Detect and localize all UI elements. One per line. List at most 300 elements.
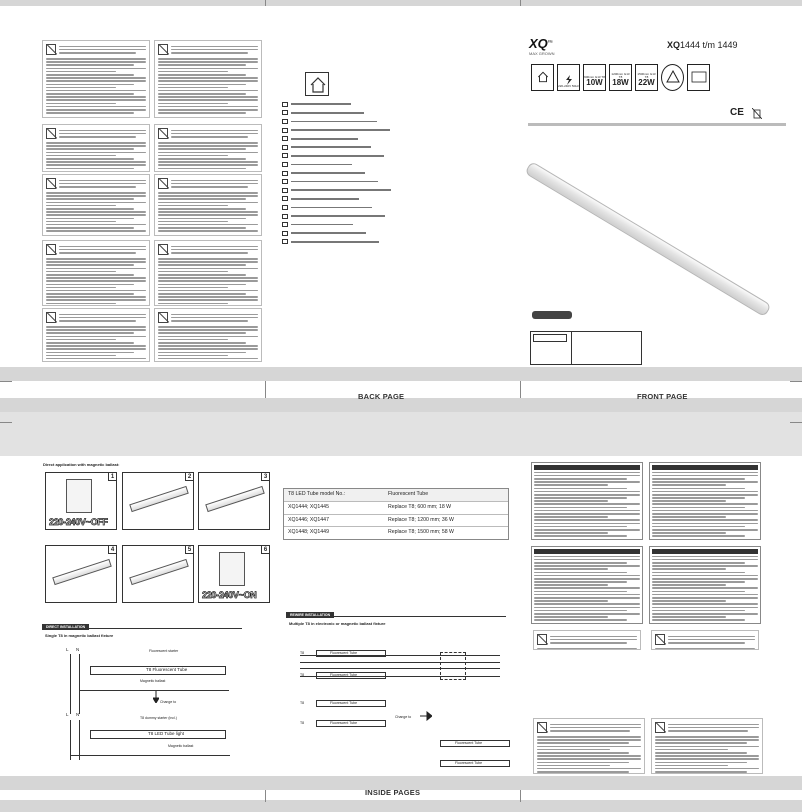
text-line	[652, 565, 758, 567]
text-line	[46, 352, 134, 354]
text-line	[46, 303, 116, 305]
text-line	[46, 227, 134, 229]
text-line	[668, 642, 745, 644]
text-line	[534, 484, 608, 486]
text-line	[537, 758, 641, 760]
text-line	[652, 578, 758, 580]
warning-text-box	[42, 308, 150, 362]
text-line	[550, 724, 641, 726]
text-line	[668, 636, 755, 638]
text-line	[655, 768, 759, 770]
text-line	[46, 61, 146, 63]
text-line	[171, 180, 258, 182]
text-line	[158, 218, 246, 220]
text-line	[46, 155, 116, 157]
text-line	[534, 478, 627, 480]
text-line	[158, 280, 258, 282]
table-cell: XQ1448; XQ1449	[288, 529, 329, 536]
text-line	[59, 249, 146, 251]
text-line	[652, 584, 726, 586]
text-line	[46, 90, 146, 92]
back-page-label: BACK PAGE	[358, 392, 405, 401]
text-line	[534, 559, 640, 561]
text-line	[46, 290, 146, 292]
text-line	[171, 246, 258, 248]
text-line	[46, 287, 116, 289]
text-line	[652, 519, 758, 521]
text-line	[668, 724, 759, 726]
text-line	[46, 164, 146, 166]
text-line	[158, 152, 258, 154]
text-line	[534, 481, 640, 483]
text-line	[46, 214, 146, 216]
wire	[79, 720, 80, 760]
crop-mark	[790, 422, 802, 423]
text-line	[171, 133, 258, 135]
text-line	[652, 556, 758, 558]
text-line	[655, 648, 755, 650]
text-line	[46, 355, 116, 357]
divider-band	[0, 367, 802, 381]
text-line	[534, 500, 608, 502]
warning-panel	[649, 462, 761, 540]
language-row	[282, 126, 392, 135]
language-row	[282, 238, 392, 247]
table-cell: Replace T8; 600 mm; 18 W	[388, 503, 452, 510]
text-line	[46, 87, 116, 89]
text-line	[46, 71, 116, 73]
text-line	[171, 52, 248, 54]
voltage-label: 220-240V~OFF	[49, 517, 108, 527]
crossed-bin-icon	[655, 634, 665, 645]
text-line	[158, 345, 258, 347]
text-line	[59, 183, 146, 185]
crossed-bin-icon	[537, 722, 547, 733]
warning-text-box	[651, 718, 763, 774]
text-line	[46, 161, 146, 163]
text-line	[46, 145, 146, 147]
text-line	[652, 484, 726, 486]
crossed-bin-icon	[158, 128, 168, 139]
text-line	[158, 299, 258, 301]
text-line	[171, 49, 258, 51]
text-line	[537, 749, 610, 751]
voltage-spec: 220-240V 50Hz	[557, 64, 580, 91]
text-line	[158, 195, 258, 197]
text-line	[534, 591, 627, 593]
text-line	[158, 336, 258, 338]
text-line	[46, 195, 146, 197]
text-line	[46, 329, 146, 331]
text-line	[550, 730, 630, 732]
text-line	[652, 475, 758, 477]
warning-text-box	[42, 174, 150, 236]
language-row	[282, 160, 392, 169]
text-line	[534, 475, 640, 477]
text-line	[655, 736, 759, 738]
text-line	[46, 280, 146, 282]
text-line	[158, 192, 258, 194]
installation-step-6	[198, 545, 270, 603]
text-line	[534, 491, 640, 493]
arrow-right-icon	[420, 708, 432, 718]
table-row	[284, 502, 508, 515]
text-line	[652, 594, 758, 596]
text-line	[59, 52, 136, 54]
text-line	[158, 103, 228, 105]
text-line	[158, 208, 246, 210]
text-line	[171, 46, 258, 48]
text-line	[158, 71, 228, 73]
text-line	[537, 765, 610, 767]
text-line	[46, 84, 134, 86]
text-line	[171, 252, 248, 254]
flag-icon	[282, 136, 288, 141]
magnetic-ballast-label-2: Magnetic ballast	[168, 744, 194, 748]
text-line	[46, 142, 146, 144]
text-line	[46, 103, 116, 105]
text-line	[46, 202, 146, 204]
fluorescent-tube-label: Fluorescent Tube	[330, 701, 358, 705]
text-line	[171, 320, 248, 322]
text-line	[158, 99, 258, 101]
text-line	[534, 529, 640, 531]
text-line	[46, 68, 146, 70]
text-line	[534, 619, 627, 621]
text-line	[59, 246, 146, 248]
table-header: T8 LED Tube model No.:	[288, 491, 346, 497]
text-line	[534, 472, 640, 474]
text-line	[158, 284, 246, 286]
text-line	[652, 581, 745, 583]
installation-step-5	[122, 545, 194, 603]
text-line	[158, 348, 258, 350]
text-line	[652, 591, 745, 593]
led-tube-label: T8 LED Tube light	[148, 731, 185, 736]
warning-text-box	[154, 40, 262, 118]
text-line	[46, 106, 146, 108]
bottom-band	[0, 800, 802, 812]
text-line	[158, 164, 258, 166]
t8-label: T8	[300, 721, 305, 725]
text-line	[46, 158, 134, 160]
text-line	[59, 49, 146, 51]
text-line	[158, 205, 228, 207]
text-line	[158, 58, 258, 60]
language-row	[282, 186, 392, 195]
text-line	[158, 68, 258, 70]
crop-mark	[0, 381, 12, 382]
text-line	[652, 613, 758, 615]
text-line	[158, 158, 246, 160]
tube-illustration	[219, 552, 245, 586]
warning-text-box	[154, 174, 262, 236]
wire	[70, 720, 71, 760]
wattage-spec-18w: 1200mm G13 T8 18W	[609, 64, 632, 91]
text-line	[46, 74, 134, 76]
text-line	[171, 183, 258, 185]
text-line	[158, 168, 246, 170]
text-line	[655, 746, 759, 748]
text-line	[534, 562, 627, 564]
text-line	[158, 258, 258, 260]
warning-text-box	[154, 240, 262, 306]
text-line	[46, 99, 146, 101]
text-line	[46, 268, 146, 270]
language-row	[282, 143, 392, 152]
text-line	[550, 636, 637, 638]
text-line	[158, 352, 246, 354]
text-line	[550, 642, 627, 644]
crossed-bin-icon	[46, 244, 56, 255]
text-line	[46, 293, 134, 295]
text-line	[46, 152, 146, 154]
text-line	[537, 768, 641, 770]
text-line	[46, 96, 146, 98]
installation-step-3	[198, 472, 270, 530]
text-line	[534, 507, 627, 509]
text-line	[652, 616, 726, 618]
t8-label: T8	[300, 701, 305, 705]
warning-panel	[531, 546, 643, 624]
language-list	[282, 100, 392, 246]
text-line	[158, 148, 246, 150]
warning-panel	[649, 546, 761, 624]
crossed-bin-icon	[46, 178, 56, 189]
text-line	[537, 762, 629, 764]
warning-text-box	[42, 124, 150, 172]
language-row	[282, 152, 392, 161]
distributor-info-table	[530, 331, 642, 365]
text-line	[534, 494, 640, 496]
dummy-starter-label: T8 dummy starter (incl.)	[140, 716, 177, 720]
text-line	[534, 578, 640, 580]
flag-icon	[282, 145, 288, 150]
text-line	[652, 619, 745, 621]
text-line	[46, 261, 146, 263]
text-line	[46, 80, 146, 82]
text-line	[537, 755, 641, 757]
language-row	[282, 220, 392, 229]
text-line	[158, 261, 258, 263]
text-line	[158, 358, 258, 360]
text-line	[46, 326, 146, 328]
crossed-bin-icon	[655, 722, 665, 733]
fluorescent-tube-label: T8 Fluorescent Tube	[146, 667, 188, 672]
text-line	[158, 74, 246, 76]
text-line	[158, 61, 258, 63]
text-line	[652, 503, 758, 505]
crop-mark	[520, 381, 521, 398]
n-label: N	[76, 647, 80, 652]
language-row	[282, 195, 392, 204]
text-line	[652, 587, 758, 589]
text-line	[158, 93, 246, 95]
text-line	[46, 211, 146, 213]
wire	[79, 654, 80, 714]
table-header: Fluorescent Tube	[388, 491, 429, 497]
flag-icon	[282, 231, 288, 236]
text-line	[158, 142, 258, 144]
flag-icon	[282, 239, 288, 244]
language-row	[282, 229, 392, 238]
text-line	[534, 568, 608, 570]
crop-mark	[265, 0, 266, 6]
text-line	[534, 575, 640, 577]
text-line	[652, 513, 758, 515]
top-margin-band	[0, 0, 802, 6]
text-line	[158, 87, 228, 89]
text-line	[158, 274, 246, 276]
table-row	[284, 515, 508, 528]
table-row	[284, 527, 508, 539]
text-line	[655, 758, 759, 760]
text-line	[158, 198, 246, 200]
inside-pages-label: INSIDE PAGES	[365, 788, 421, 797]
step-number: 4	[108, 546, 116, 554]
wire	[300, 676, 500, 677]
crossed-bin-icon	[158, 244, 168, 255]
text-line	[534, 503, 640, 505]
text-line	[46, 224, 146, 226]
table-cell: Replace T8; 1500 mm; 58 W	[388, 529, 454, 536]
text-line	[158, 339, 228, 341]
flag-icon	[282, 205, 288, 210]
text-line	[46, 284, 134, 286]
text-line	[46, 342, 134, 344]
crop-mark	[265, 381, 266, 398]
text-line	[46, 198, 134, 200]
text-line	[652, 478, 745, 480]
text-line	[59, 314, 146, 316]
wire	[300, 668, 500, 669]
text-line	[655, 755, 759, 757]
crossed-bin-icon	[46, 312, 56, 323]
text-line	[534, 616, 608, 618]
flag-icon	[282, 153, 288, 158]
tube-illustration	[66, 479, 92, 513]
crossed-bin-icon	[537, 634, 547, 645]
text-line	[158, 90, 258, 92]
product-badge	[532, 311, 572, 319]
text-line	[534, 607, 640, 609]
warning-text-box	[42, 240, 150, 306]
text-line	[46, 77, 146, 79]
crop-mark	[790, 381, 802, 382]
text-line	[652, 597, 758, 599]
text-line	[655, 765, 728, 767]
direct-installation-header: DIRECT INSTALLATION	[42, 624, 89, 630]
text-line	[158, 332, 246, 334]
text-line	[171, 314, 258, 316]
flag-icon	[282, 222, 288, 227]
text-line	[158, 287, 228, 289]
text-line	[655, 752, 747, 754]
tube-illustration	[129, 559, 189, 585]
text-line	[158, 106, 258, 108]
panel-header	[652, 465, 758, 470]
language-row	[282, 203, 392, 212]
wire	[300, 662, 500, 663]
text-line	[46, 339, 116, 341]
text-line	[59, 252, 136, 254]
crossed-bin-icon	[46, 44, 56, 55]
text-line	[655, 762, 747, 764]
text-line	[158, 214, 258, 216]
l-label: L	[66, 647, 69, 652]
text-line	[550, 727, 641, 729]
text-line	[158, 230, 258, 232]
led-tube-image	[524, 161, 771, 317]
crossed-bin-icon	[158, 178, 168, 189]
text-line	[534, 523, 640, 525]
text-line	[158, 84, 246, 86]
text-line	[158, 224, 258, 226]
text-line	[59, 317, 146, 319]
text-line	[652, 532, 726, 534]
text-line	[652, 572, 745, 574]
text-line	[158, 96, 258, 98]
text-line	[655, 742, 747, 744]
warning-text-box	[533, 630, 641, 650]
text-line	[46, 109, 146, 111]
text-line	[655, 749, 728, 751]
text-line	[652, 497, 745, 499]
text-line	[46, 258, 146, 260]
t8-label: T8	[300, 673, 305, 677]
text-line	[537, 771, 629, 773]
magnetic-ballast-label: Magnetic ballast	[140, 679, 166, 683]
text-line	[158, 109, 258, 111]
text-line	[46, 58, 146, 60]
text-line	[534, 613, 640, 615]
text-line	[534, 519, 640, 521]
text-line	[46, 230, 146, 232]
text-line	[652, 488, 745, 490]
text-line	[171, 317, 258, 319]
text-line	[46, 348, 146, 350]
section-rule	[42, 628, 242, 629]
text-line	[534, 556, 640, 558]
step-number: 5	[185, 546, 193, 554]
flag-icon	[282, 119, 288, 124]
step-number: 6	[261, 546, 269, 554]
table-cell: XQ1444; XQ1445	[288, 503, 329, 510]
warning-text-box	[154, 308, 262, 362]
text-line	[652, 607, 758, 609]
flag-icon	[282, 179, 288, 184]
installation-step-1	[45, 472, 117, 530]
step-number: 3	[261, 473, 269, 481]
table-header-row	[284, 489, 508, 502]
text-line	[652, 562, 745, 564]
text-line	[46, 274, 134, 276]
direct-installation-subtitle: Single T8 in magnetic ballast fixture	[45, 633, 114, 638]
crop-mark	[520, 790, 521, 802]
language-row	[282, 100, 392, 109]
text-line	[652, 481, 758, 483]
house-icon	[531, 64, 554, 91]
inside-header-band	[0, 412, 802, 456]
text-line	[59, 180, 146, 182]
text-line	[668, 730, 748, 732]
text-line	[171, 249, 258, 251]
text-line	[171, 186, 248, 188]
text-line	[46, 296, 146, 298]
installation-step-2	[122, 472, 194, 530]
text-line	[46, 93, 134, 95]
text-line	[46, 358, 146, 360]
